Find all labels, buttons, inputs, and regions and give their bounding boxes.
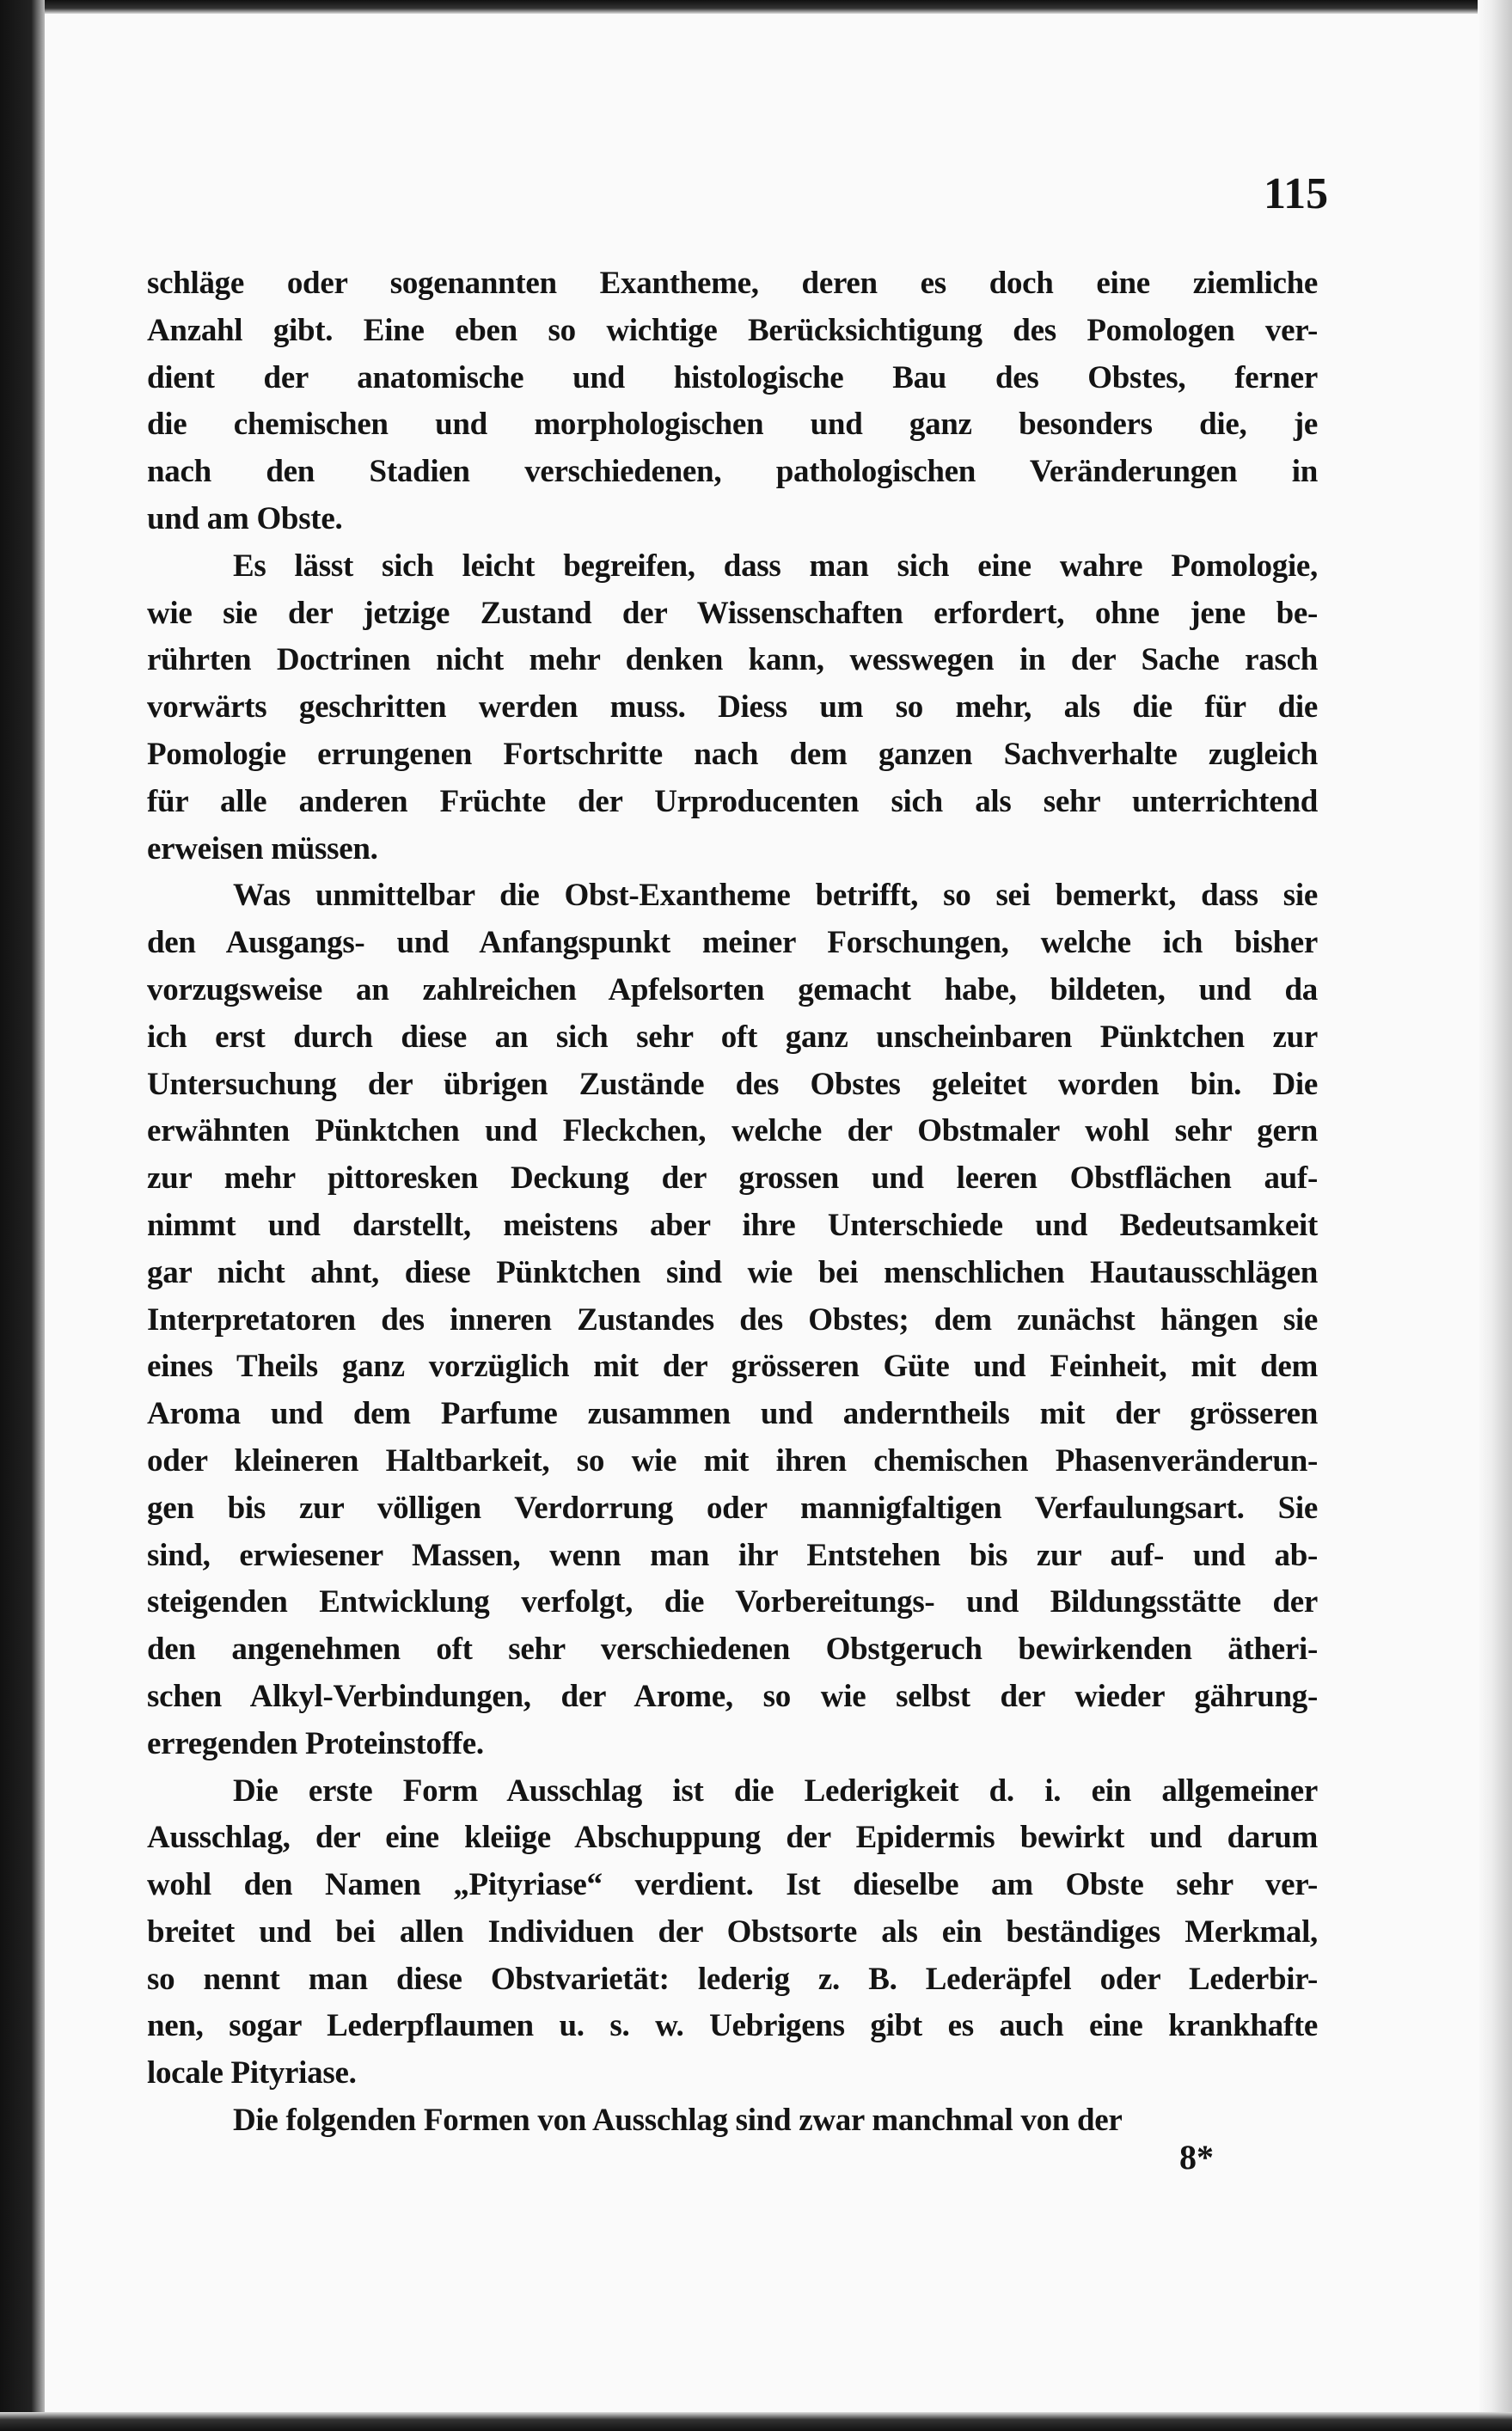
text-line: gen bis zur völligen Verdorrung oder mannigfaltigen Verfaulungsart. Sie [147, 1490, 1318, 1526]
text-line: Untersuchung der übrigen Zustände des Obstes geleitet worden bin. Die [147, 1066, 1318, 1102]
text-line: Die folgenden Formen von Ausschlag sind zwar manchmal von der [233, 2103, 1123, 2139]
scan-edge-bottom [0, 2412, 1512, 2431]
text-line: Pomologie errungenen Fortschritte nach dem ganzen Sachverhalte zugleich [147, 736, 1318, 772]
text-line: dient der anatomische und histologische Bau des Obstes, ferner [147, 359, 1318, 395]
text-line: vorzugsweise an zahlreichen Apfelsorten gemacht habe, bildeten, und da [147, 971, 1318, 1007]
text-line: erwähnten Pünktchen und Fleckchen, welche der Obstmaler wohl sehr gern [147, 1113, 1318, 1149]
text-line: oder kleineren Haltbarkeit, so wie mit ihren chemischen Phasenveränderun- [147, 1442, 1318, 1479]
text-line: nen, sogar Lederpflaumen u. s. w. Uebrigens gibt es auch eine krankhafte [147, 2008, 1318, 2044]
text-line: Die erste Form Ausschlag ist die Lederigkeit d. i. ein allgemeiner [233, 1773, 1318, 1809]
text-line: sind, erwiesener Massen, wenn man ihr Entstehen bis zur auf- und ab- [147, 1537, 1318, 1573]
body-text [147, 260, 1318, 2145]
text-line: Interpretatoren des inneren Zustandes des Obstes; dem zunächst hängen sie [147, 1301, 1318, 1338]
text-line: ich erst durch diese an sich sehr oft ganz unscheinbaren Pünktchen zur [147, 1019, 1318, 1055]
text-line: eines Theils ganz vorzüglich mit der grösseren Güte und Feinheit, mit dem [147, 1349, 1318, 1385]
text-line: wohl den Namen „Pityriase“ verdient. Ist dieselbe am Obste sehr ver- [147, 1867, 1318, 1903]
text-line: steigenden Entwicklung verfolgt, die Vorbereitungs- und Bildungsstätte der [147, 1584, 1318, 1620]
text-line: gar nicht ahnt, diese Pünktchen sind wie bei menschlichen Hautausschlägen [147, 1254, 1318, 1290]
scan-edge-right [1478, 0, 1512, 2431]
text-line: Es lässt sich leicht begreifen, dass man sich eine wahre Pomologie, [233, 548, 1318, 584]
text-line: die chemischen und morphologischen und ganz besonders die, je [147, 407, 1318, 443]
text-line: vorwärts geschritten werden muss. Diess um so mehr, als die für die [147, 689, 1318, 726]
text-line: erweisen müssen. [147, 830, 378, 866]
text-line: Aroma und dem Parfume zusammen und anderntheils mit der grösseren [147, 1396, 1318, 1432]
text-line: zur mehr pittoresken Deckung der grossen und leeren Obstflächen auf- [147, 1160, 1318, 1197]
text-line: schläge oder sogenannten Exantheme, deren es doch eine ziemliche [147, 266, 1318, 301]
text-line: breitet und bei allen Individuen der Obstsorte als ein beständiges Merkmal, [147, 1914, 1318, 1950]
scan-edge-top [0, 0, 1512, 14]
text-line: Anzahl gibt. Eine eben so wichtige Berücksichtigung des Pomologen ver- [147, 312, 1318, 348]
text-line: nimmt und darstellt, meistens aber ihre Unterschiede und Bedeutsamkeit [147, 1207, 1318, 1243]
text-line: für alle anderen Früchte der Urproducenten sich als sehr unterrichtend [147, 783, 1318, 819]
page-number: 115 [1264, 169, 1329, 218]
text-line: wie sie der jetzige Zustand der Wissenschaften erfordert, ohne jene be- [147, 595, 1318, 631]
text-line: und am Obste. [147, 500, 343, 536]
text-line: schen Alkyl-Verbindungen, der Arome, so wie selbst der wieder gährung- [147, 1678, 1318, 1714]
text-line: rührten Doctrinen nicht mehr denken kann, wesswegen in der Sache rasch [147, 642, 1318, 678]
text-line: den Ausgangs- und Anfangspunkt meiner Forschungen, welche ich bisher [147, 925, 1318, 961]
text-line: erregenden Proteinstoffe. [147, 1725, 484, 1761]
text-line: locale Pityriase. [147, 2055, 357, 2091]
text-line: so nennt man diese Obstvarietät: lederig z. B. Lederäpfel oder Lederbir- [147, 1961, 1318, 1997]
text-line: Ausschlag, der eine kleiige Abschuppung der Epidermis bewirkt und darum [147, 1820, 1318, 1856]
scan-edge-left [0, 0, 45, 2431]
text-line: Was unmittelbar die Obst-Exantheme betrifft, so sei bemerkt, dass sie [233, 878, 1318, 914]
signature-mark: 8* [1179, 2138, 1214, 2177]
text-line: nach den Stadien verschiedenen, pathologischen Veränderungen in [147, 454, 1318, 490]
text-line: den angenehmen oft sehr verschiedenen Obstgeruch bewirkenden ätheri- [147, 1632, 1318, 1668]
